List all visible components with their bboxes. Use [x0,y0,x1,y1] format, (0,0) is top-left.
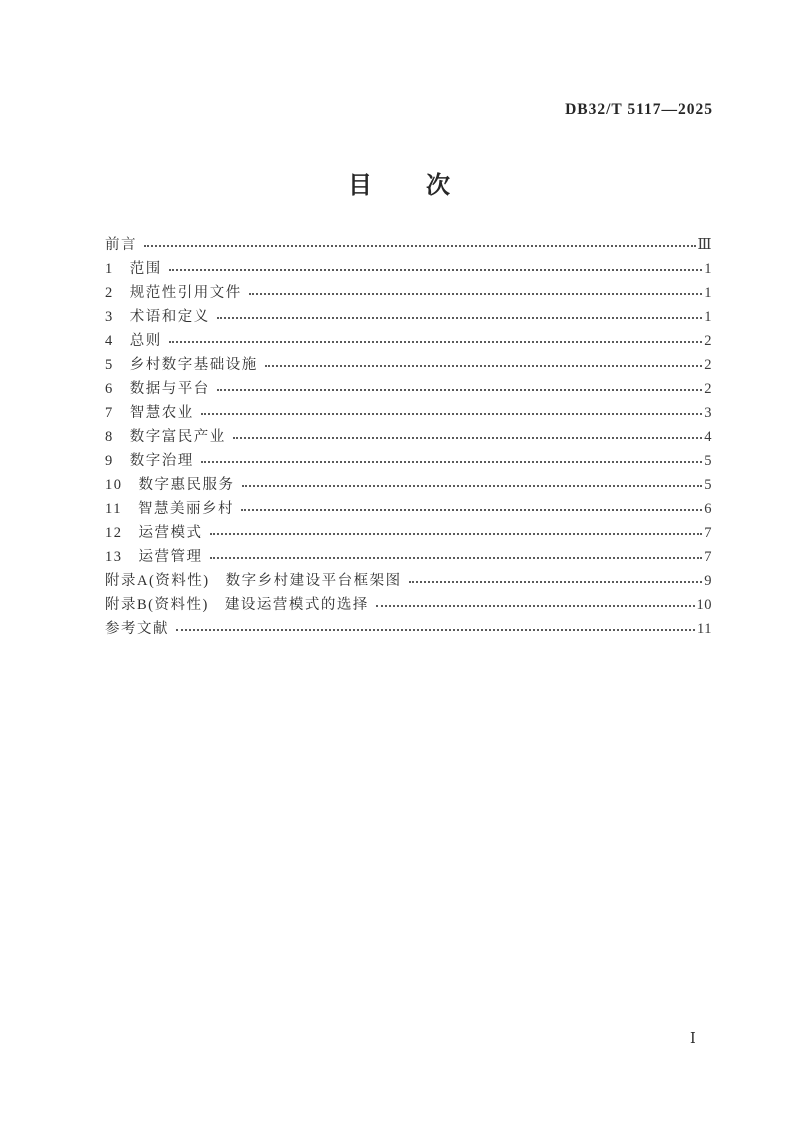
dot-leader [210,557,703,559]
footer-page-number: Ⅰ [690,1031,696,1047]
toc-entry [105,521,712,545]
dot-leader [217,317,703,319]
toc-entry [105,473,712,497]
toc-entry-label: 4 总则 [105,333,162,349]
dot-leader [201,461,703,463]
toc-entry-label: 3 术语和定义 [105,309,210,325]
toc-entry-label: 附录A(资料性) 数字乡村建设平台框架图 [105,573,402,589]
dot-leader [242,485,703,487]
dot-leader [169,341,703,343]
toc-entry-label: 12 运营模式 [105,525,203,541]
toc-entry-page: 9 [704,573,712,589]
toc-entry-page: 2 [704,381,712,397]
toc-entry-label: 1 范围 [105,261,162,277]
dot-leader [376,605,695,607]
toc-entry-label: 10 数字惠民服务 [105,477,235,493]
dot-leader [241,509,702,511]
toc-entry-page: 5 [704,477,712,493]
toc-entry-label: 6 数据与平台 [105,381,210,397]
toc-entry-label: 参考文献 [105,621,169,637]
toc-entry [105,305,712,329]
toc-entry [105,593,712,617]
dot-leader [409,581,703,583]
toc-entry [105,329,712,353]
dot-leader [217,389,703,391]
table-of-contents [105,233,712,641]
toc-entry [105,233,712,257]
toc-entry-page: 11 [697,621,712,637]
toc-entry-page: 3 [704,405,712,421]
toc-entry-page: 4 [704,429,712,445]
toc-entry-label: 前言 [105,237,137,253]
toc-entry [105,281,712,305]
toc-entry [105,545,712,569]
dot-leader [201,413,703,415]
toc-entry-page: Ⅲ [697,237,712,253]
toc-entry-label: 13 运营管理 [105,549,203,565]
toc-entry-page: 7 [704,525,712,541]
toc-entry-label: 7 智慧农业 [105,405,194,421]
toc-entry [105,497,712,521]
toc-entry-label: 2 规范性引用文件 [105,285,242,301]
toc-entry-page: 6 [704,501,712,517]
toc-entry [105,401,712,425]
dot-leader [169,269,703,271]
toc-entry-page: 10 [696,597,712,613]
page-title: 目 次 [348,173,452,199]
dot-leader [265,365,703,367]
standard-number: DB32/T 5117—2025 [565,101,713,118]
toc-entry [105,425,712,449]
toc-entry-page: 1 [704,309,712,325]
toc-entry-label: 11 智慧美丽乡村 [105,501,234,517]
toc-entry [105,449,712,473]
dot-leader [249,293,703,295]
toc-entry-label: 9 数字治理 [105,453,194,469]
toc-entry-page: 2 [704,333,712,349]
toc-entry-label: 8 数字富民产业 [105,429,226,445]
toc-entry [105,617,712,641]
toc-entry-label: 5 乡村数字基础设施 [105,357,258,373]
toc-entry-page: 1 [704,285,712,301]
toc-entry [105,377,712,401]
toc-entry-page: 5 [704,453,712,469]
dot-leader [210,533,703,535]
toc-entry-page: 2 [704,357,712,373]
toc-entry [105,353,712,377]
toc-entry-page: 7 [704,549,712,565]
dot-leader [176,629,695,631]
toc-entry [105,569,712,593]
dot-leader [144,245,696,247]
toc-entry-page: 1 [704,261,712,277]
toc-entry-label: 附录B(资料性) 建设运营模式的选择 [105,597,369,613]
toc-entry [105,257,712,281]
dot-leader [233,437,703,439]
